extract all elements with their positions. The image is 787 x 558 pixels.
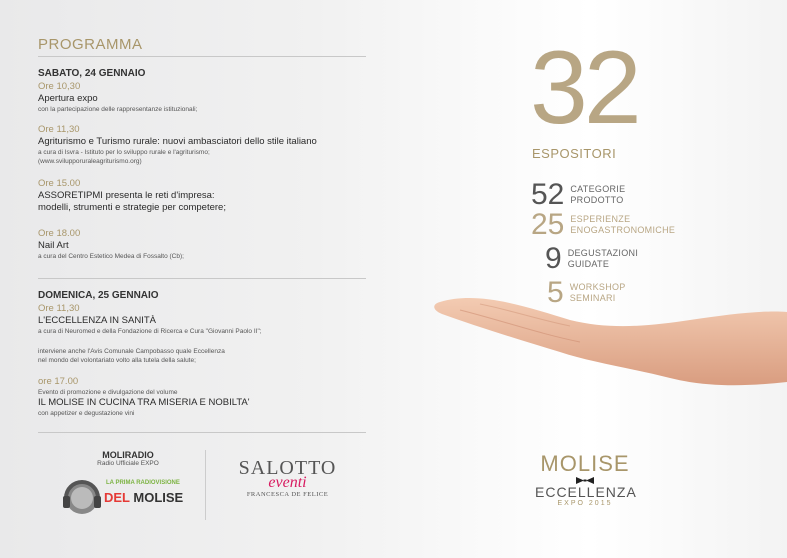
event-sun-2 <box>38 376 373 418</box>
event-detail: a cura del Centro Estetico Medea di Fossalto (Cb); <box>38 253 184 260</box>
event-detail: interviene anche l'Avis Comunale Campobasso quale Eccellenza <box>38 348 225 355</box>
brand-eccellenza: ECCELLENZA <box>535 484 637 500</box>
stat-label: ENOGASTRONOMICHE <box>570 225 676 235</box>
salotto-word: SALOTTO <box>238 457 337 479</box>
event-sat-4 <box>38 228 373 261</box>
saturday-heading: SABATO, 24 GENNAIO <box>38 68 146 79</box>
radio-logo-tagline: LA PRIMA RADIOVISIONE <box>106 480 180 486</box>
stat-label: GUIDATE <box>567 259 610 269</box>
espositori-number: 32 <box>530 30 638 146</box>
stat-esperienze <box>531 210 675 240</box>
stat-categorie <box>531 180 625 210</box>
stat-degustazioni <box>545 244 638 274</box>
moliradio-block <box>78 450 178 467</box>
event-detail: con la partecipazione delle rappresentanze istituzionali; <box>38 106 198 113</box>
event-title: Nail Art <box>38 240 69 251</box>
radio-logo-wordmark <box>104 490 183 505</box>
programma-title: PROGRAMMA <box>38 36 143 53</box>
event-time: Ore 10,30 <box>38 81 81 92</box>
stat-number: 9 <box>545 242 562 275</box>
brand-expo: EXPO 2015 <box>557 500 613 507</box>
moliradio-subtitle: Radio Ufficiale EXPO <box>97 460 159 467</box>
radio-logo-molise: MOLISE <box>133 490 184 505</box>
event-title: IL MOLISE IN CUCINA TRA MISERIA E NOBILTA' <box>38 397 250 408</box>
event-time: Ore 11,30 <box>38 124 80 135</box>
event-sat-2 <box>38 124 373 166</box>
event-time: Ore 11,30 <box>38 303 80 314</box>
event-time: Ore 15.00 <box>38 178 81 189</box>
event-sun-1-note <box>38 347 373 365</box>
event-time: Ore 18.00 <box>38 228 81 239</box>
stat-label: PRODOTTO <box>570 195 624 205</box>
stat-number: 5 <box>547 276 564 309</box>
stat-label: SEMINARI <box>569 293 616 303</box>
moliradio-logo <box>60 474 200 518</box>
brand-molise: MOLISE <box>540 451 630 476</box>
event-title: ASSORETIPMI presenta le reti d'impresa: <box>38 190 215 201</box>
event-detail: nel mondo del volontariato volto alla tutela della salute; <box>38 357 196 364</box>
event-pre: Evento di promozione e divulgazione del volume <box>38 389 178 396</box>
stat-number: 25 <box>531 208 565 241</box>
event-detail: (www.svilupporuraleagriturismo.org) <box>38 158 142 165</box>
event-sun-1 <box>38 303 373 336</box>
event-title: Apertura expo <box>38 93 98 104</box>
headphones-icon <box>60 474 104 518</box>
moliradio-name: MOLIRADIO <box>102 450 154 460</box>
molise-eccellenza-logo <box>535 453 635 507</box>
event-title-line2: modelli, strumenti e strategie per competere; <box>38 202 226 213</box>
salotto-owner: FRANCESCA DE FELICE <box>246 491 329 498</box>
event-sat-3 <box>38 178 373 214</box>
event-time: ore 17.00 <box>38 376 79 387</box>
stat-number: 52 <box>531 178 565 211</box>
event-title: L'ECCELLENZA IN SANITÀ <box>38 315 156 326</box>
sunday-heading: DOMENICA, 25 GENNAIO <box>38 290 159 301</box>
event-title: Agriturismo e Turismo rurale: nuovi ambasciatori dello stile italiano <box>38 136 317 147</box>
event-sat-1 <box>38 81 373 114</box>
eventi-word: eventi <box>268 474 307 491</box>
radio-logo-del: DEL <box>104 490 130 505</box>
sponsor-divider <box>205 450 206 520</box>
event-detail: con appetizer e degustazione vini <box>38 410 135 417</box>
event-detail: a cura di Isvra - Istituto per lo sviluppo rurale e l'agriturismo; <box>38 149 210 156</box>
bow-tie-icon <box>576 477 594 484</box>
espositori-label: ESPOSITORI <box>532 146 617 161</box>
open-hand-icon <box>420 290 787 400</box>
stat-label: DEGUSTAZIONI <box>567 248 639 258</box>
divider <box>38 278 366 279</box>
stat-label: CATEGORIE <box>570 184 626 194</box>
salotto-logo <box>225 458 350 498</box>
divider <box>38 56 366 57</box>
divider <box>38 432 366 433</box>
stat-label: ESPERIENZE <box>570 214 631 224</box>
stat-label: WORKSHOP <box>569 282 626 292</box>
event-detail: a cura di Neuromed e della Fondazione di Ricerca e Cura "Giovanni Paolo II"; <box>38 328 262 335</box>
